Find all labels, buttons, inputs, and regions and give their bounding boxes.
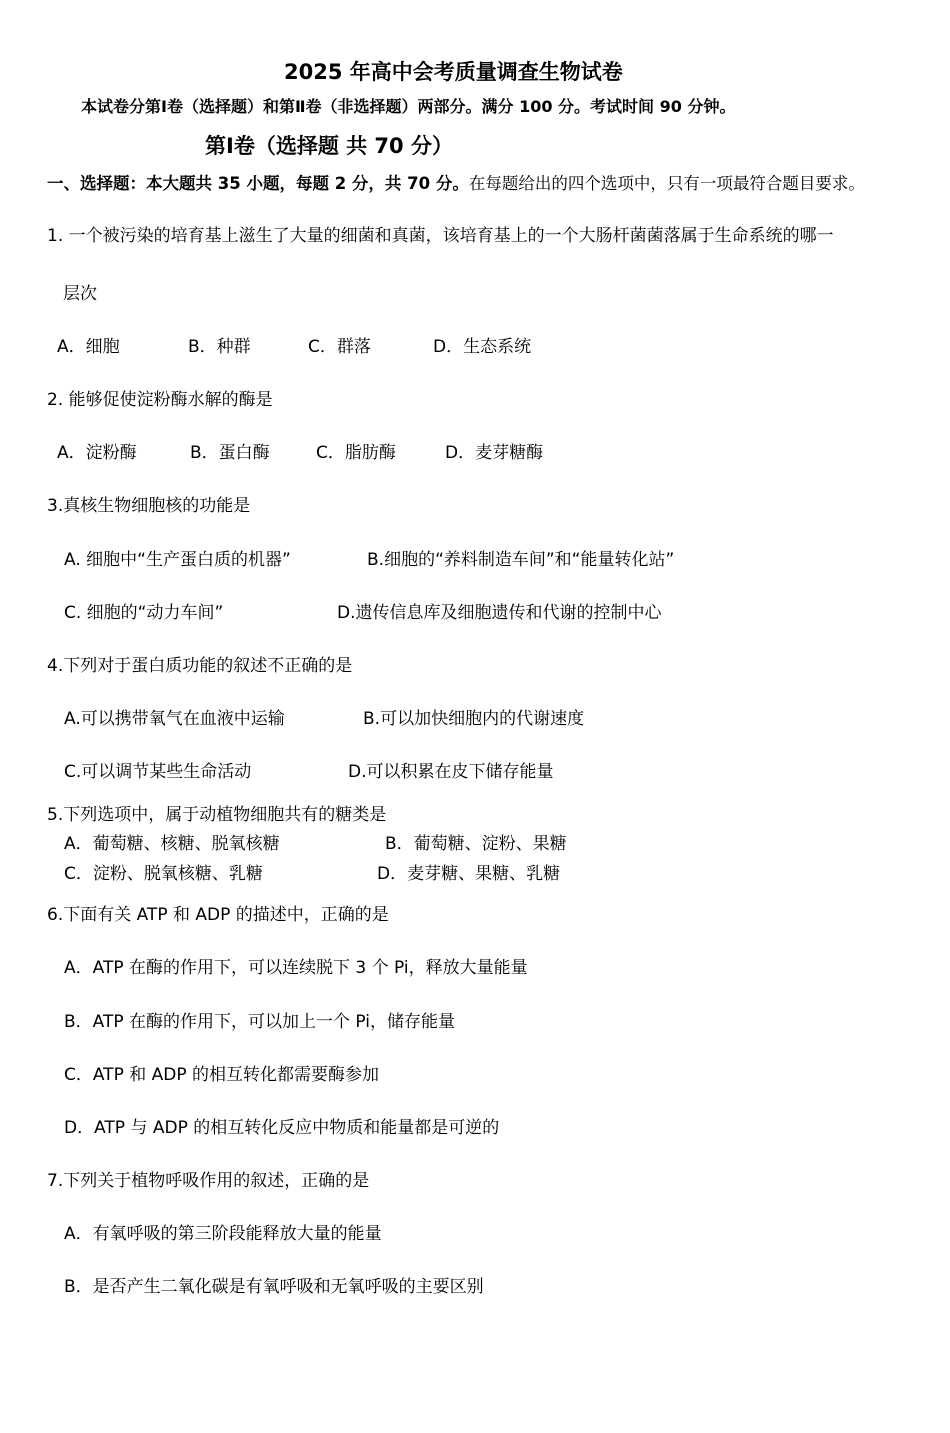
- question-1-option-c: C．群落: [308, 337, 371, 357]
- question-1-stem-line1: 1. 一个被污染的培育基上滋生了大量的细菌和真菌，该培育基上的一个大肠杆菌菌落属于生命系统的哪一: [47, 226, 834, 246]
- question-3-stem: 3.真核生物细胞核的功能是: [47, 496, 251, 516]
- question-3-option-a: A. 细胞中“生产蛋白质的机器”: [64, 550, 291, 570]
- question-1-option-b: B．种群: [188, 337, 251, 357]
- exam-title: 2025 年高中会考质量调查生物试卷: [284, 60, 623, 84]
- question-4-stem: 4.下列对于蛋白质功能的叙述不正确的是: [47, 656, 353, 676]
- question-7-option-a: A．有氧呼吸的第三阶段能释放大量的能量: [64, 1224, 382, 1244]
- question-2-stem: 2. 能够促使淀粉酶水解的酶是: [47, 390, 273, 410]
- question-7-option-b: B．是否产生二氧化碳是有氧呼吸和无氧呼吸的主要区别: [64, 1277, 484, 1297]
- question-6-stem: 6.下面有关 ATP 和 ADP 的描述中，正确的是: [47, 905, 389, 925]
- section-instructions: [47, 175, 932, 192]
- question-1-option-d: D．生态系统: [433, 337, 532, 357]
- question-6-option-b: B．ATP 在酶的作用下，可以加上一个 Pi，储存能量: [64, 1012, 456, 1032]
- question-1-option-a: A．细胞: [57, 337, 120, 357]
- question-5-stem: 5.下列选项中，属于动植物细胞共有的糖类是: [47, 805, 387, 825]
- question-2-option-a: A．淀粉酶: [57, 443, 137, 463]
- instructions-normal: 在每题给出的四个选项中，只有一项最符合题目要求。: [468, 174, 865, 193]
- question-6-option-a: A．ATP 在酶的作用下，可以连续脱下 3 个 Pi，释放大量能量: [64, 958, 528, 978]
- question-7-stem: 7.下列关于植物呼吸作用的叙述，正确的是: [47, 1171, 370, 1191]
- exam-subtitle: 本试卷分第Ⅰ卷（选择题）和第Ⅱ卷（非选择题）两部分。满分 100 分。考试时间 90 分钟。: [81, 97, 736, 116]
- question-1-stem-line2: 层次: [63, 284, 97, 304]
- question-4-option-b: B.可以加快细胞内的代谢速度: [363, 709, 585, 729]
- question-4-option-a: A.可以携带氧气在血液中运输: [64, 709, 285, 729]
- question-2-option-b: B．蛋白酶: [190, 443, 270, 463]
- question-6-option-d: D．ATP 与 ADP 的相互转化反应中物质和能量都是可逆的: [64, 1118, 500, 1138]
- question-4-option-d: D.可以积累在皮下储存能量: [348, 762, 554, 782]
- question-4-option-c: C.可以调节某些生命活动: [64, 762, 252, 782]
- question-3-option-d: D.遗传信息库及细胞遗传和代谢的控制中心: [337, 603, 662, 623]
- instructions-bold: 一、选择题：本大题共 35 小题，每题 2 分，共 70 分。: [47, 174, 469, 193]
- question-6-option-c: C．ATP 和 ADP 的相互转化都需要酶参加: [64, 1065, 379, 1085]
- question-5-option-d: D．麦芽糖、果糖、乳糖: [377, 864, 561, 884]
- question-3-option-b: B.细胞的“养料制造车间”和“能量转化站”: [367, 550, 675, 570]
- section-title: 第Ⅰ卷（选择题 共 70 分）: [205, 134, 453, 158]
- question-5-option-a: A．葡萄糖、核糖、脱氧核糖: [64, 834, 280, 854]
- question-3-option-c: C. 细胞的“动力车间”: [64, 603, 224, 623]
- question-2-option-c: C．脂肪酶: [316, 443, 396, 463]
- question-5-option-b: B．葡萄糖、淀粉、果糖: [385, 834, 567, 854]
- question-5-option-c: C．淀粉、脱氧核糖、乳糖: [64, 864, 263, 884]
- question-2-option-d: D．麦芽糖酶: [445, 443, 544, 463]
